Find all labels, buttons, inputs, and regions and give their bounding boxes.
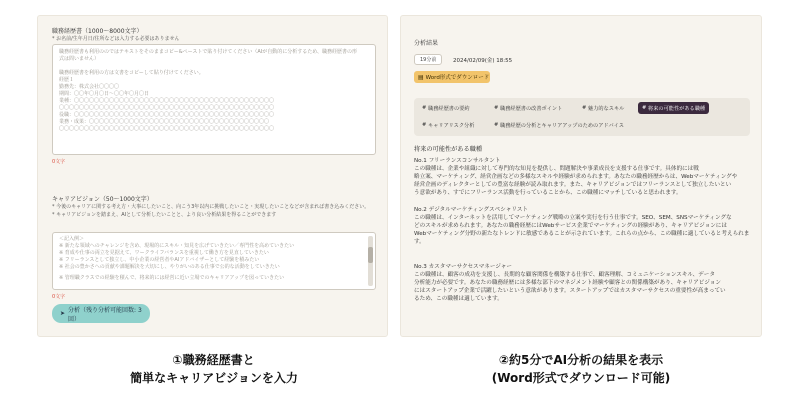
- resume-placeholder-line: 〇〇〇〇〇〇〇〇〇〇〇〇〇〇〇〇〇〇〇〇〇〇〇〇〇〇〇〇〇〇〇〇〇〇〇〇〇〇〇〇〇〇〇: [59, 105, 275, 111]
- timestamp: 2024/02/09(金) 18:55: [453, 58, 513, 64]
- resume-placeholder-line: 業務・成果：〇〇〇〇〇〇〇〇〇〇〇〇〇〇〇〇〇〇〇〇〇〇〇〇〇〇〇〇〇〇〇〇〇〇〇〇: [59, 119, 270, 125]
- resume-placeholder-line: 〇〇〇〇〇〇〇〇〇〇〇〇〇〇〇〇〇〇〇〇〇〇〇〇〇〇〇〇〇〇〇〇〇〇〇〇〇〇〇〇〇〇〇: [59, 126, 275, 132]
- resume-char-count: 0文字: [52, 159, 66, 165]
- resume-placeholder-line: 勤務先：株式会社〇〇〇〇: [59, 84, 120, 90]
- section-heading: 将来の可能性がある職種: [414, 146, 483, 153]
- vision-placeholder-line: ※ 新たな領域へのチャレンジを含め、現場的にスキル・知見を広げていきたい／専門性を高めていきたい: [59, 243, 295, 249]
- resume-placeholder-line: 職務経歴書を利用の方は文書をコピーして貼り付けてください。: [59, 70, 204, 76]
- resume-placeholder-line: 職務経歴書も利用ののではテキストをそのままコピー&ペーストで貼り付けてください（AIが自動的に分析するため、職務経歴書の形: [59, 49, 358, 55]
- resume-placeholder-line: 期間：〇〇年〇月〇日〜〇〇年〇月〇日: [59, 91, 150, 97]
- tab-improvement-points[interactable]: # 職務経歴書の改善ポイント: [494, 105, 563, 112]
- result-line: るため、この職種は適しています。: [414, 296, 503, 302]
- results-panel: [400, 15, 762, 337]
- results-title: 分析結果: [414, 40, 439, 47]
- caption-right-line1: ②約5分でAI分析の結果を表示: [498, 353, 664, 367]
- resume-placeholder-line: 経歴１: [59, 77, 75, 83]
- vision-placeholder-line: ※ フリーランスとして独立し、中小企業の経営者やAIアドバイザーとして経験を積みたい: [59, 257, 260, 263]
- result-line: No.2 デジタルマーケティングスペシャリスト: [414, 207, 529, 213]
- resume-note: * お名前/生年月日/住所などは入力する必要はありません: [52, 36, 180, 42]
- caption-right-line2: (Word形式でダウンロード可能): [491, 371, 671, 385]
- tab-attractive-skills[interactable]: # 魅力的なスキル: [582, 105, 625, 112]
- vision-placeholder-line: ＜記入例＞: [59, 236, 85, 242]
- caption-left-line1: ①職務経歴書と: [172, 353, 255, 367]
- tab-resume-summary[interactable]: # 職務経歴書の要約: [422, 105, 470, 112]
- result-line: 経営企画のディレクターとしての豊富な経験が読み取れます。また、キャリアビジョンではフリーランスとして独立したいとい: [414, 182, 732, 188]
- result-line: No.3 カスタマーサクセスマネージャー: [414, 264, 512, 270]
- result-line: にはスタートアップ企業で活躍したいという意欲があります。スタートアップではカスタマーサクセスの重要性が高まってい: [414, 288, 726, 294]
- resume-label: 職務経歴書（1000〜8000文字）: [52, 28, 143, 35]
- vision-char-count: 0文字: [52, 294, 66, 300]
- vision-note: * キャリアビジョンを踏まえ、AIとして分析したいことと、より良い分析結果を得ることができます: [52, 212, 277, 218]
- analyze-icon: ➤: [60, 310, 66, 317]
- vision-scrollbar-thumb[interactable]: [368, 247, 373, 263]
- resume-placeholder-line: 役職：〇〇〇〇〇〇〇〇〇〇〇〇〇〇〇〇〇〇〇〇〇〇〇〇〇〇〇〇〇〇〇〇〇〇〇〇〇〇〇〇: [59, 112, 275, 118]
- vision-textarea[interactable]: [52, 232, 376, 290]
- download-word-button[interactable]: [414, 71, 490, 83]
- result-line: どのスキルが求められます。あなたの職務経歴にはWebサービス企業でマーケティングの経験があり、キャリアビジョンには: [414, 223, 727, 229]
- vision-placeholder-line: ※ 社会の豊かさへの貢献や課題解決を大切にし、やりがいのある仕事で公的な活動をしていきたい: [59, 264, 280, 270]
- elapsed-badge: 19分前: [414, 54, 442, 65]
- tab-future-jobs[interactable]: # 将来の可能性がある職種: [638, 102, 709, 114]
- result-tabs: [414, 98, 750, 136]
- tab-career-advice[interactable]: # 職務経歴の分析とキャリアアップのためのアドバイス: [494, 122, 624, 129]
- vision-placeholder-line: ※ 管理職クラスでの経験を積んで、将来的には経営に近い立場でのキャリアアップを図っていきたい: [59, 275, 285, 281]
- vision-note: * 今後のキャリアに関する考え方・大事にしたいこと、向こう3年以内に挑戦したいこと・実現したいことなどが含まれば書き込みください。: [52, 204, 370, 210]
- download-button-label: Word形式でダウンロード: [425, 75, 490, 81]
- result-line: す。: [414, 239, 425, 245]
- result-line: この職種は、顧客の成功を支援し、長期的な顧客関係を構築する仕事で、顧客理解、コミュニケーションスキル、データ: [414, 272, 715, 278]
- resume-placeholder-line: 業種：〇〇〇〇〇〇〇〇〇〇〇〇〇〇〇〇〇〇〇〇〇〇〇〇〇〇〇〇〇〇〇〇〇〇〇〇〇〇〇〇: [59, 98, 275, 104]
- vision-label: キャリアビジョン（50〜1000文字）: [52, 196, 153, 203]
- result-line: う意欲があり、すでにフリーランス活動を行っていることから、この職種にマッチしていると思われます。: [414, 190, 682, 196]
- result-line: この職種は、企業や組織に対して専門的な知見を提供し、問題解決や事業成長を支援する仕事です。具体的には戦: [414, 166, 699, 172]
- resume-placeholder-line: 式は問いません）: [59, 56, 100, 62]
- input-form-panel: [37, 15, 388, 337]
- result-line: Webマーケティング分野の新たなトレンドに敏感であることが示されています。これらの点から、この職種に適していると考えられま: [414, 231, 750, 237]
- tab-career-risk[interactable]: # キャリアリスク分析: [422, 122, 475, 129]
- vision-placeholder-line: ※ 育成や仕事の両立を見据えて、ワークライフバランスを重視して働き方を見直していきたい: [59, 250, 269, 256]
- result-line: No.1 フリーランスコンサルタント: [414, 158, 501, 164]
- document-icon: ▤: [418, 73, 424, 81]
- result-line: この職種は、インターネットを活用してマーケティング戦略の立案や実行を行う仕事です。SEO、SEM、SNSマーケティングな: [414, 215, 732, 221]
- caption-left-line2: 簡単なキャリアビジョンを入力: [130, 371, 298, 385]
- resume-textarea[interactable]: [52, 44, 376, 155]
- analyze-button-label: 分析（残り分析可能回数: 3回）: [68, 306, 142, 323]
- result-line: 分析能力が必要です。あなたの職務経歴には多様な部下のマネジメント経験や顧客との関係構築があり、キャリアビジョン: [414, 280, 721, 286]
- analyze-button[interactable]: [52, 304, 150, 323]
- result-line: 略立案、マーケティング、経営企画などの多様なスキルや経験が求められます。あなたの職務経歴からは、Webマーケティングや: [414, 174, 738, 180]
